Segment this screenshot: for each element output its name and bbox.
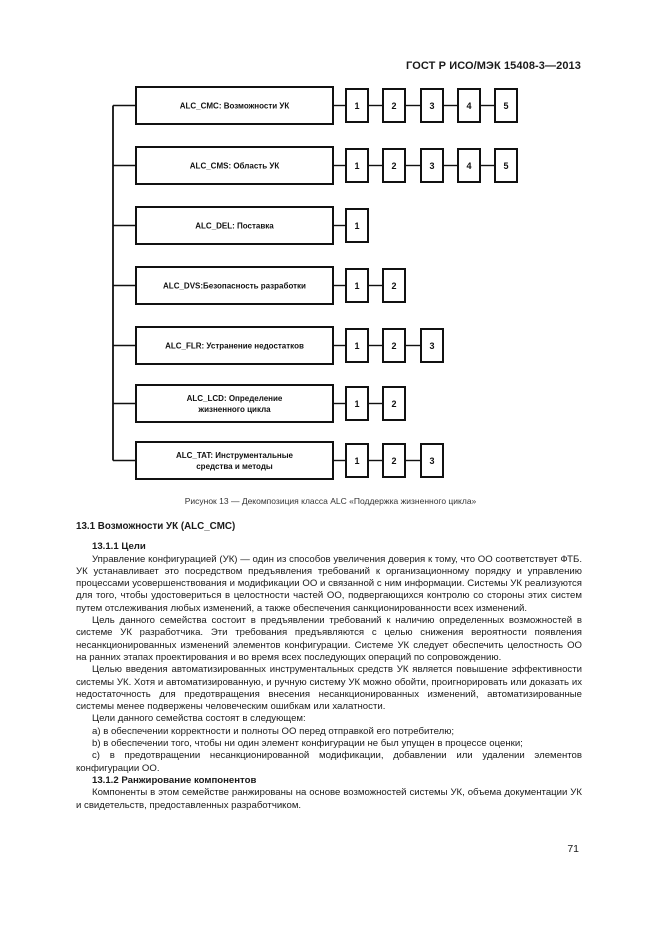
level-label: 4 bbox=[466, 101, 472, 111]
level-label: 1 bbox=[354, 221, 360, 231]
family-label: ALC_DVS:Безопасность разработки bbox=[163, 281, 306, 291]
level-label: 1 bbox=[354, 399, 360, 409]
level-label: 3 bbox=[429, 456, 435, 466]
family-label: ALC_TAT: Инструментальные bbox=[175, 451, 294, 460]
level-label: 1 bbox=[354, 161, 360, 171]
paragraph: Компоненты в этом семействе ранжированы на основе возможностей системы УК, объема документации УК и свидетельств, предоставленных разработчиком. bbox=[76, 787, 582, 811]
family-label: ALC_LCD: Определение bbox=[186, 394, 283, 403]
level-label: 1 bbox=[354, 281, 360, 291]
level-label: 3 bbox=[429, 341, 435, 351]
level-label: 3 bbox=[429, 161, 435, 171]
level-label: 3 bbox=[429, 101, 435, 111]
family-label: ALC_CMS: Область УК bbox=[189, 161, 280, 171]
level-label: 2 bbox=[391, 161, 397, 171]
figure-caption: Рисунок 13 — Декомпозиция класса ALC «Поддержка жизненного цикла» bbox=[184, 496, 477, 506]
family-box bbox=[136, 385, 333, 422]
level-label: 5 bbox=[503, 101, 509, 111]
list-item: c) в предотвращении несанкционированной модификации, добавлении или удалении элементов конфигурации ОО. bbox=[76, 750, 582, 774]
paragraph: Цели данного семейства состоят в следующем: bbox=[92, 713, 306, 725]
level-label: 2 bbox=[391, 341, 397, 351]
family-box bbox=[136, 442, 333, 479]
family-label: ALC_FLR: Устранение недостатков bbox=[165, 341, 304, 351]
level-label: 4 bbox=[466, 161, 472, 171]
level-label: 1 bbox=[354, 101, 360, 111]
paragraph: Цель данного семейства состоит в предъявлении требований к наличию определенных возможностей в системе УК разработчика. Эти требования предъявляются с целью снижения вероятности появления несанкционированных изменений элементов конфигурации. Системе УК следует обеспечить целостность ОО на ранних этапах проектирования и во время всех последующих операций по сопровождению. bbox=[76, 615, 582, 663]
list-item: a) в обеспечении корректности и полноты ОО перед отправкой его потребителю; bbox=[92, 725, 455, 737]
family-label: жизненного цикла bbox=[198, 405, 271, 414]
family-label: средства и методы bbox=[196, 462, 273, 471]
family-label: ALC_DEL: Поставка bbox=[195, 221, 274, 231]
level-label: 2 bbox=[391, 281, 397, 291]
section-heading: 13.1 Возможности УК (ALC_CMC) bbox=[76, 521, 236, 532]
subsection-heading-goals: 13.1.1 Цели bbox=[92, 541, 146, 553]
level-label: 1 bbox=[354, 341, 360, 351]
level-label: 2 bbox=[391, 456, 397, 466]
level-label: 1 bbox=[354, 456, 360, 466]
family-label: ALC_CMC: Возможности УК bbox=[179, 101, 290, 111]
document-header: ГОСТ Р ИСО/МЭК 15408-3—2013 bbox=[406, 60, 581, 72]
list-item: b) в обеспечении того, чтобы ни один элемент конфигурации не был упущен в процессе оценки; bbox=[92, 738, 523, 750]
page-number: 71 bbox=[567, 843, 579, 855]
level-label: 2 bbox=[391, 399, 397, 409]
level-label: 2 bbox=[391, 101, 397, 111]
section-body bbox=[76, 521, 582, 812]
subsection-heading-ranking: 13.1.2 Ранжирование компонентов bbox=[92, 774, 257, 786]
level-label: 5 bbox=[503, 161, 509, 171]
paragraph: Целью введения автоматизированных инструментальных средств УК является повышение эффективности системы УК. Хотя и автоматизированную, и ручную систему УК можно обойти, проигнорировать или доказать их недостаточность для предотвращения внесения несанкционированных изменений, автоматизированные системы менее подвержены человеческим ошибкам или халатности. bbox=[76, 664, 582, 713]
paragraph: Управление конфигурацией (УК) — один из способов увеличения доверия к тому, что ОО соответствует ФТБ. УК устанавливает это посредством предъявления требований к организационному порядку и управлению процессами усовершенствования и модификации ОО и связанной с ним информации. Системы УК реализуются для того, чтобы удостовериться в целостности частей ОО, подвергающихся контролю со стороны этих систем путем отслеживания любых изменений, а также обеспечения санкционированности всех изменений. bbox=[76, 553, 582, 614]
